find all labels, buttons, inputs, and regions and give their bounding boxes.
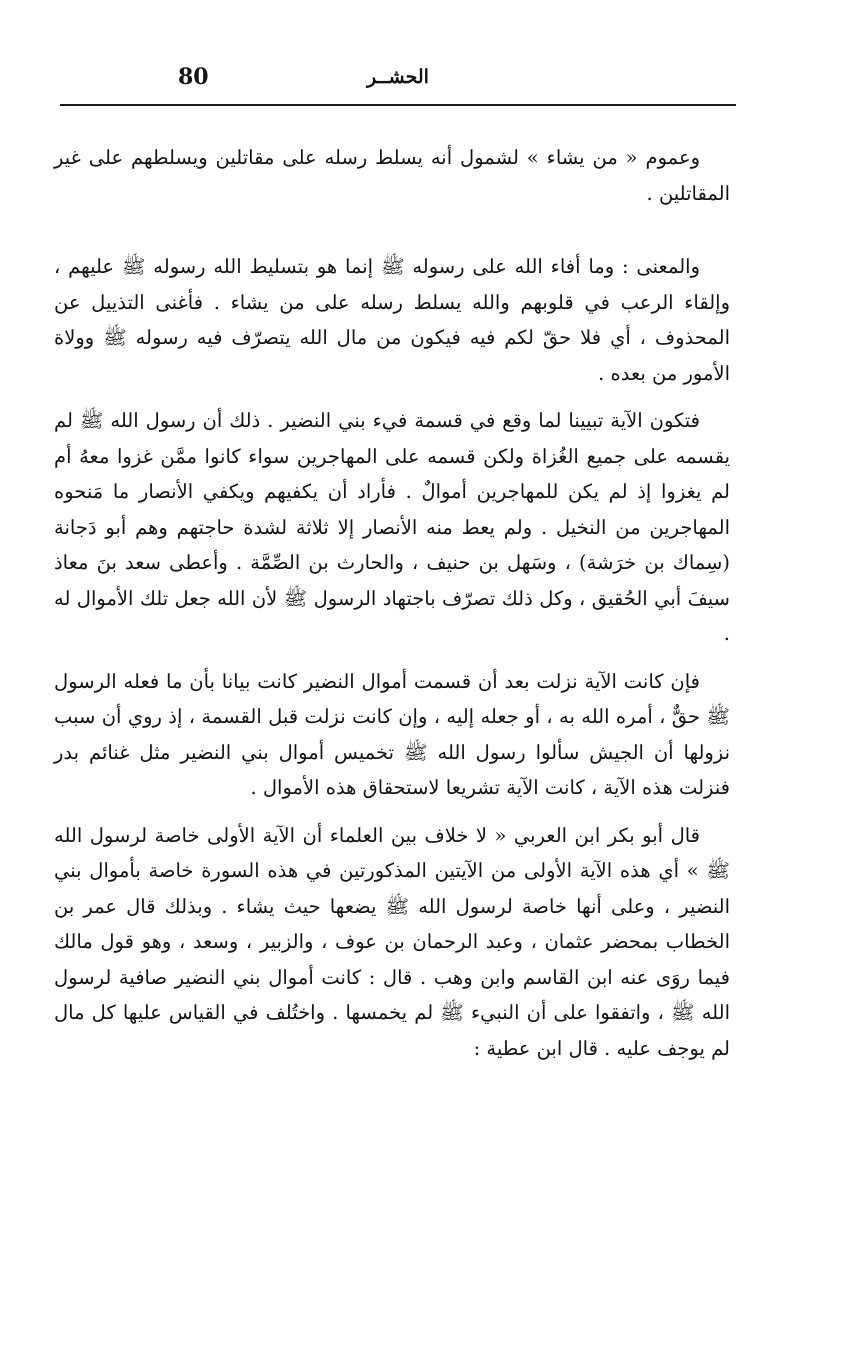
paragraph-spacer xyxy=(54,806,730,818)
page-body xyxy=(54,140,730,1066)
running-title: الحشــر xyxy=(367,66,429,88)
paragraph-spacer xyxy=(54,391,730,403)
paragraph-1: وعموم « من يشاء » لشمول أنه يسلط رسله على مقاتلين ويسلطهم على غير المقاتلين . xyxy=(54,146,730,205)
paragraph-4: فإن كانت الآية نزلت بعد أن قسمت أموال النضير كانت بيانا بأن ما فعله الرسول ﷺ حقٌّ ، أمره الله به ، أو جعله إليه ، وإن كانت نزلت قبل القسمة ، إذ روي أن سبب نزولها أن الجيش سألوا رسول الله ﷺ تخميس أموال بني النضير مثل غنائم بدر فنزلت هذه الآية ، كانت الآية تشريعا لاستحقاق هذه الأموال . xyxy=(54,669,730,799)
paragraph-2: والمعنى : وما أفاء الله على رسوله ﷺ إنما هو بتسليط الله رسوله ﷺ عليهم ، وإلقاء الرعب في قلوبهم والله يسلط رسله على من يشاء . فأغنى التذييل عن المحذوف ، أي فلا حقّ لكم فيه فيكون من مال الله يتصرّف فيه رسوله ﷺ وولاة الأمور من بعده . xyxy=(54,255,730,385)
paragraph-spacer xyxy=(54,652,730,664)
page-header xyxy=(60,62,736,102)
paragraph-spacer xyxy=(54,211,730,249)
paragraph-5: قال أبو بكر ابن العربي « لا خلاف بين العلماء أن الآية الأولى خاصة لرسول الله ﷺ » أي هذه الآية الأولى من الآيتين المذكورتين في هذه السورة خاصة بأموال بني النضير ، وعلى أنها خاصة لرسول الله ﷺ يضعها حيث يشاء . وبذلك قال عمر بن الخطاب بمحضر عثمان ، وعبد الرحمان بن عوف ، والزبير ، وسعد ، وهو قول مالك فيما روَى عنه ابن القاسم وابن وهب . قال : كانت أموال بني النضير صافية لرسول الله ﷺ ، واتفقوا على أن النبيء ﷺ لم يخمسها . واختُلف في القياس عليها كل مال لم يوجف عليه . قال ابن عطية : xyxy=(54,823,730,1060)
page-number: 80 xyxy=(178,64,209,90)
paragraph-3: فتكون الآية تبيينا لما وقع في قسمة فيء بني النضير . ذلك أن رسول الله ﷺ لم يقسمه على جميع الغُزاة ولكن قسمه على المهاجرين سواء كانوا ممَّن غزوا معهُ أم لم يغزوا إذ لم يكن للمهاجرين أموالٌ . فأراد أن يكفيهم ويكفي الأنصار ما مَنحوه المهاجرين من النخيل . ولم يعط منه الأنصار إلا ثلاثة لشدة حاجتهم وهم أبو دَجانة (سِماك بن خرَشة) ، وسَهل بن حنيف ، والحارث بن الصِّمَّة . وأعطى سعد بنَ معاذ سيفَ أبي الحُقيق ، وكل ذلك تصرّف باجتهاد الرسول ﷺ لأن الله جعل تلك الأموال له . xyxy=(54,409,730,645)
header-rule xyxy=(60,104,736,106)
